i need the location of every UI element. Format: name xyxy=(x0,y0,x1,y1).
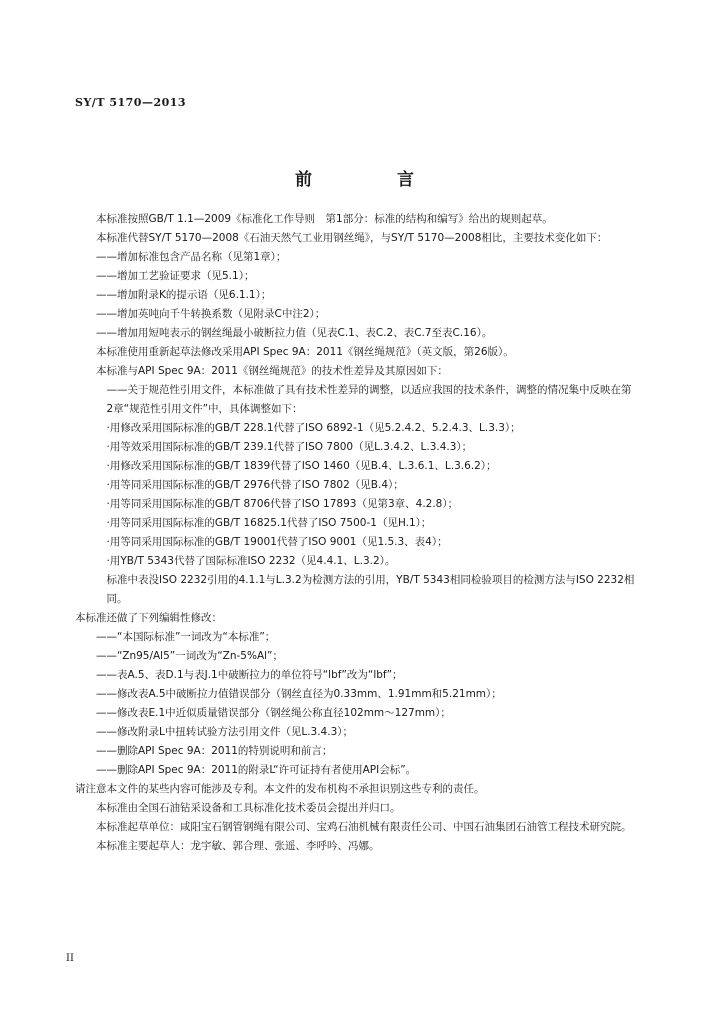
list-item: ——删除API Spec 9A：2011的特别说明和前言； xyxy=(96,745,333,757)
standard-number: SY/T 5170—2013 xyxy=(75,96,187,109)
list-item: ——删除API Spec 9A：2011的附录L“许可证持有者使用API会标”。 xyxy=(96,764,417,776)
preface-body xyxy=(75,210,635,856)
paragraph: 本标准使用重新起草法修改采用API Spec 9A：2011《钢丝绳规范》（英文版，第26版）。 xyxy=(96,346,514,358)
list-item: ——增加附录K的提示语（见6.1.1）； xyxy=(96,289,272,301)
paragraph: 本标准起草单位：咸阳宝石钢管钢绳有限公司、宝鸡石油机械有限责任公司、中国石油集团石油管工程技术研究院。 xyxy=(96,821,632,833)
list-item: ——增加标准包含产品名称（见第1章）； xyxy=(96,251,287,263)
page-number: II xyxy=(66,953,74,964)
list-item: ·用YB/T 5343代替了国际标准ISO 2232（见4.4.1、L.3.2）。 xyxy=(106,555,396,567)
list-item: ——修改附录L中扭转试验方法引用文件（见L.3.4.3）； xyxy=(96,726,354,738)
list-item: ——增加工艺验证要求（见5.1）； xyxy=(96,270,255,282)
list-item: ——增加用短吨表示的钢丝绳最小破断拉力值（见表C.1、表C.2、表C.7至表C.16）。 xyxy=(96,327,493,339)
list-item: ——修改表E.1中近似质量错误部分（钢丝绳公称直径102mm～127mm）； xyxy=(96,707,451,719)
page-title: 前 言 xyxy=(295,170,448,190)
list-item: ——“Zn95/Al5”一词改为“Zn-5%Al”； xyxy=(96,650,283,662)
paragraph: 本标准由全国石油钻采设备和工具标准化技术委员会提出并归口。 xyxy=(96,802,401,814)
paragraph: 本标准与API Spec 9A：2011《钢丝绳规范》的技术性差异及其原因如下： xyxy=(96,365,448,377)
list-item: ·用修改采用国际标准的GB/T 228.1代替了ISO 6892-1（见5.2.4.2、5.2.4.3、L.3.3）； xyxy=(106,422,521,434)
list-item: ——增加英吨向千牛转换系数（见附录C中注2）； xyxy=(96,308,326,320)
list-item: ·用等同采用国际标准的GB/T 19001代替了ISO 9001（见1.5.3、表4）； xyxy=(106,536,448,548)
list-item: ·用等效采用国际标准的GB/T 239.1代替了ISO 7800（见L.3.4.2、L.3.4.3）； xyxy=(106,441,473,453)
list-item: ·用等同采用国际标准的GB/T 16825.1代替了ISO 7500-1（见H.1）； xyxy=(106,517,432,529)
paragraph: 本标准还做了下列编辑性修改： xyxy=(75,612,222,624)
list-item: ·用修改采用国际标准的GB/T 1839代替了ISO 1460（见B.4、L.3.6.1、L.3.6.2）； xyxy=(106,460,497,472)
paragraph: 本标准代替SY/T 5170—2008《石油天然气工业用钢丝绳》，与SY/T 5170—2008相比，主要技术变化如下： xyxy=(96,232,608,244)
list-item: ——关于规范性引用文件，本标准做了具有技术性差异的调整，以适应我国的技术条件，调整的情况集中反映在第2章“规范性引用文件”中，具体调整如下： xyxy=(106,384,632,415)
paragraph: 请注意本文件的某些内容可能涉及专利。本文件的发布机构不承担识别这些专利的责任。 xyxy=(75,783,485,795)
list-item: ·用等同采用国际标准的GB/T 8706代替了ISO 17893（见第3章、4.2.8）； xyxy=(106,498,459,510)
paragraph: 标准中表没ISO 2232引用的4.1.1与L.3.2为检测方法的引用，YB/T 5343相同检验项目的检测方法与ISO 2232相同。 xyxy=(106,574,635,605)
paragraph: 本标准按照GB/T 1.1—2009《标准化工作导则 第1部分：标准的结构和编写》给出的规则起草。 xyxy=(96,213,553,225)
paragraph: 本标准主要起草人：龙宇敏、郭合理、张遥、李呼吟、冯娜。 xyxy=(96,840,380,852)
list-item: ——“本国际标准”一词改为“本标准”； xyxy=(96,631,276,643)
list-item: ——修改表A.5中破断拉力值错误部分（钢丝直径为0.33mm、1.91mm和5.21mm）； xyxy=(96,688,502,700)
list-item: ·用等同采用国际标准的GB/T 2976代替了ISO 7802（见B.4）； xyxy=(106,479,404,491)
list-item: ——表A.5、表D.1与表J.1中破断拉力的单位符号“lbf”改为“lbf”； xyxy=(96,669,403,681)
